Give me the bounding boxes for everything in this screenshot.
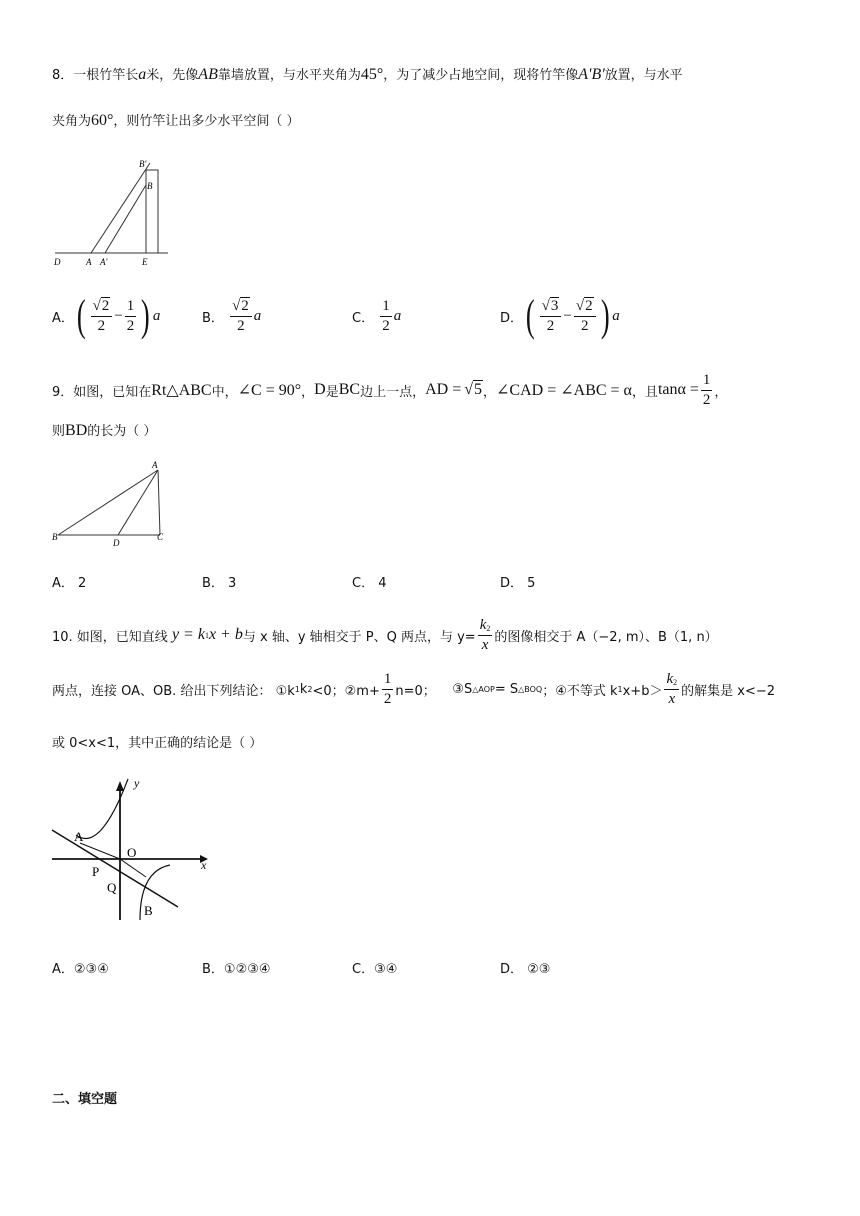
q9-line2: 则BD的长为（ ） <box>52 422 157 439</box>
q9-option-c: C． 4 <box>352 576 387 591</box>
q8-line1: 8．一根竹竿长a米，先像AB靠墙放置，与水平夹角为45°，为了减少占地空间，现将竹竿像A'B'放置，与水平 <box>52 66 683 83</box>
label-p: P <box>92 864 100 879</box>
q9-option-b: B． 3 <box>202 576 237 591</box>
label-e: E <box>142 257 148 267</box>
label-x: x <box>201 858 207 872</box>
q9-line1: 9．如图，已知在 Rt△ABC 中， ∠C = 90° ， D 是 BC 边上一点， AD = √5 ， ∠CAD = ∠ABC = α ，且 tanα = $\frac{1}{2}$ ， <box>52 371 728 408</box>
label-d: D <box>54 257 61 267</box>
label-b: B <box>52 532 58 542</box>
label-a: A <box>152 460 158 470</box>
q10-option-a: A．②③④ <box>52 962 109 977</box>
q10-line3: 或 0<x<1，其中正确的结论是（ ） <box>52 736 263 751</box>
q8-option-b: B． $\frac{√2}{2}$ a <box>202 297 262 334</box>
q8-figure <box>50 155 175 270</box>
section-heading: 二、填空题 <box>52 1092 118 1107</box>
q8-option-d: D． ( $\frac{√3}{2}$ − $\frac{√2}{2}$ ) a <box>500 291 620 340</box>
label-o: O <box>127 845 137 860</box>
label-q: Q <box>107 880 117 895</box>
q10-option-b: B．①②③④ <box>202 962 271 977</box>
q8-line2: 夹角为60°，则竹竿让出多少水平空间（ ） <box>52 112 300 129</box>
label-a: A <box>74 829 84 844</box>
q9-figure <box>48 458 173 550</box>
q8-option-c: C． $\frac{1}{2}$ a <box>352 297 402 334</box>
label-b: B <box>147 181 153 191</box>
q10-figure <box>48 775 218 925</box>
q10-line1: 10. 如图，已知直线 y = k 1 x + b 与 x 轴、y 轴相交于 P、Q 两点，与 y= $\frac{k_2}{x}$ 的图像相交于 A（−2, m）、B（1, n） <box>52 616 718 653</box>
q8-option-a: A． ( $\frac{√2}{2}$ − $\frac{1}{2}$ ) a <box>52 291 161 340</box>
label-y: y <box>134 776 140 790</box>
label-d: D <box>113 538 120 548</box>
q10-option-d: D． ②③ <box>500 962 551 977</box>
q9-option-d: D． 5 <box>500 576 536 591</box>
label-b: B <box>144 903 153 918</box>
q10-line2: 两点，连接 OA、OB. 给出下列结论： ①k 1 k 2 <0；②m+ $\frac{1}{2}$ n=0； ③S △AOP = S △BOQ ；④不等式 k 1 x+b＞ $\frac{k_2}{x}$ 的解集是 x<−2 <box>52 670 776 707</box>
label-b-prime: B' <box>139 159 147 169</box>
label-a: A <box>86 257 92 267</box>
label-c: C <box>157 532 164 542</box>
q10-option-c: C．③④ <box>352 962 398 977</box>
label-a-prime: A' <box>100 257 108 267</box>
q9-option-a: A． 2 <box>52 576 87 591</box>
